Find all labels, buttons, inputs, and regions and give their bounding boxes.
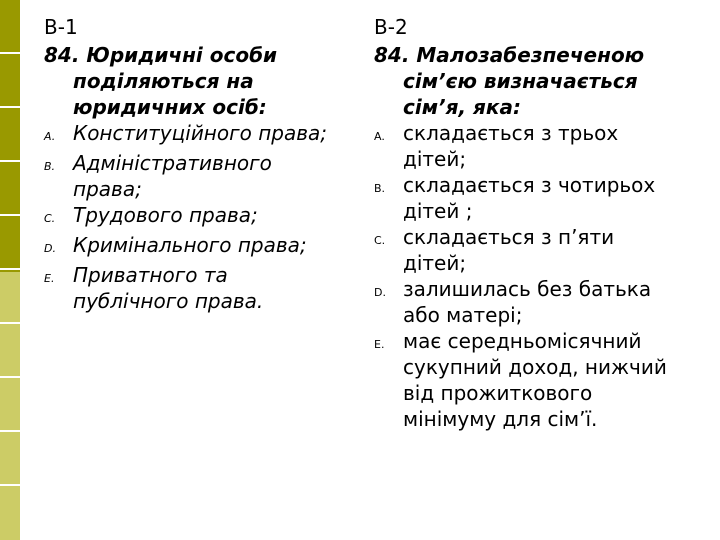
option-letter: D. (44, 242, 56, 255)
option-text: складається з чотирьох дітей ; (403, 173, 656, 223)
option-letter: C. (44, 212, 56, 225)
option-text: Конституційного права; (73, 121, 328, 145)
sidebar-separator (0, 214, 20, 216)
variant-2-options (374, 120, 694, 432)
answer-option (374, 328, 694, 432)
variant-1-column (44, 14, 344, 314)
answer-option (374, 276, 694, 328)
answer-option (374, 224, 694, 276)
sidebar-separator (0, 52, 20, 54)
answer-option (44, 202, 344, 232)
question-line: юридичних осіб: (73, 95, 267, 119)
question-line: сім’єю визначається (403, 69, 638, 93)
answer-option (374, 120, 694, 172)
sidebar-separator (0, 484, 20, 486)
variant-2-question (374, 42, 694, 120)
option-text: складається з п’яти дітей; (403, 225, 615, 275)
sidebar-dark-band (0, 0, 20, 272)
answer-option (374, 172, 694, 224)
variant-1-options (44, 120, 344, 314)
option-letter: C. (374, 234, 386, 247)
option-text: залишилась без батька або матері; (403, 277, 652, 327)
question-line: 84. Малозабезпеченою (374, 43, 645, 67)
option-letter: D. (374, 286, 386, 299)
sidebar-separator (0, 106, 20, 108)
answer-option (44, 120, 344, 150)
question-line: поділяються на (73, 69, 254, 93)
option-letter: B. (374, 182, 386, 195)
option-letter: A. (374, 130, 385, 143)
option-text: Адміністративного права; (73, 151, 272, 201)
option-letter: E. (374, 338, 385, 351)
option-text: складається з трьох дітей; (403, 121, 619, 171)
variant-2-column (374, 14, 694, 432)
option-text: Кримінального права; (73, 233, 307, 257)
sidebar-separator (0, 160, 20, 162)
decorative-sidebar (0, 0, 20, 540)
option-text: Трудового права; (73, 203, 258, 227)
option-letter: E. (44, 272, 55, 285)
variant-1-question (44, 42, 344, 120)
sidebar-separator (0, 430, 20, 432)
sidebar-separator (0, 322, 20, 324)
question-line: 84. Юридичні особи (44, 43, 278, 67)
option-text: має середньомісячний сукупний доход, нижчий від прожиткового мінімуму для сім’ї. (403, 329, 667, 431)
option-text: Приватного та публічного права. (73, 263, 264, 313)
answer-option (44, 232, 344, 262)
answer-option (44, 150, 344, 202)
sidebar-separator (0, 268, 20, 270)
option-letter: B. (44, 160, 56, 173)
question-line: сім’я, яка: (403, 95, 521, 119)
variant-2-heading: В-2 (374, 15, 408, 39)
sidebar-light-band (0, 272, 20, 540)
variant-1-heading: В-1 (44, 15, 78, 39)
option-letter: A. (44, 130, 56, 143)
sidebar-separator (0, 376, 20, 378)
answer-option (44, 262, 344, 314)
